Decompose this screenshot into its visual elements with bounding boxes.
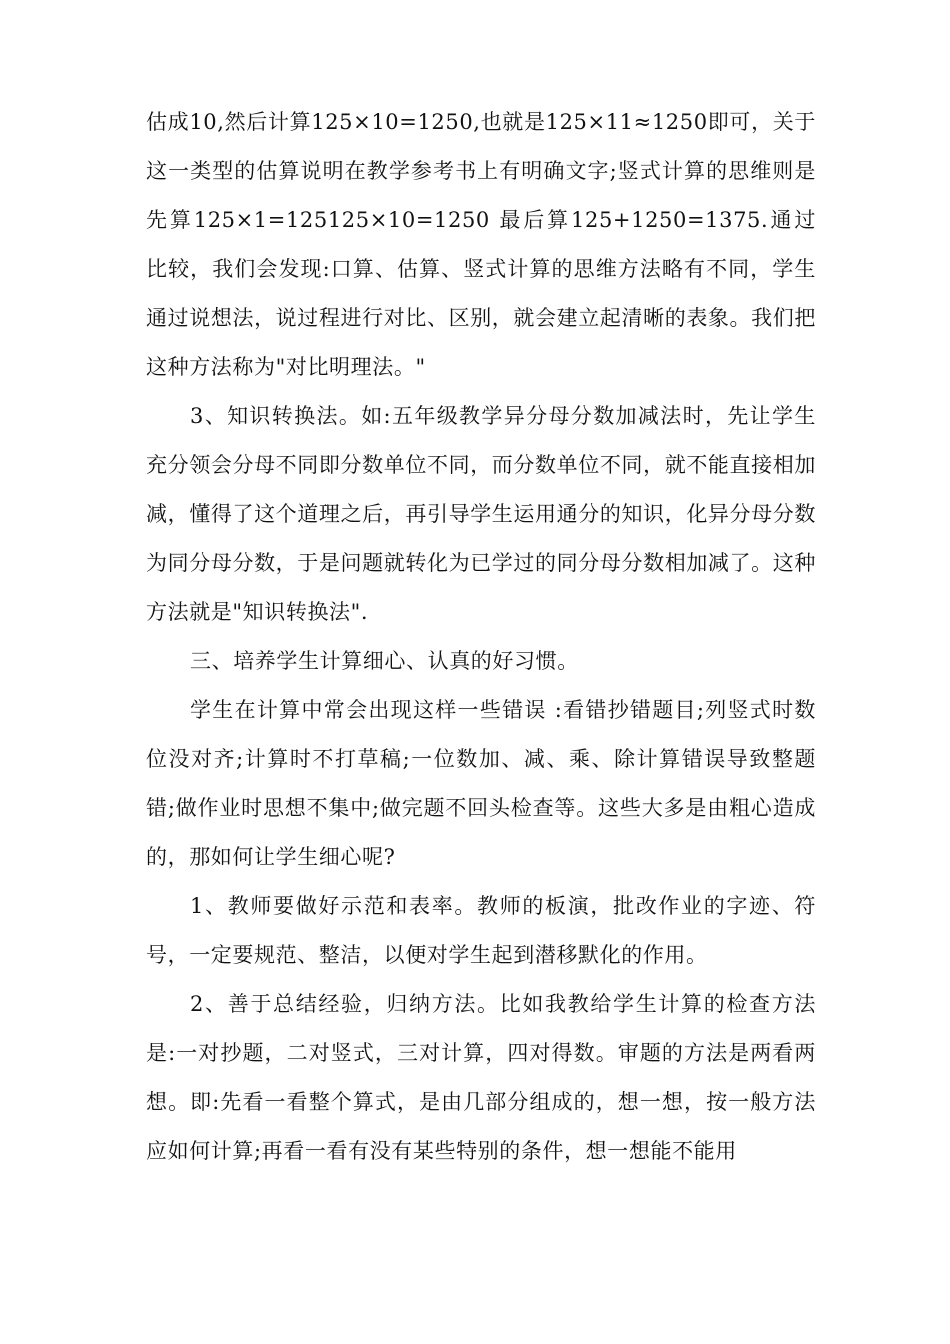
paragraph-teacher-example: 1、教师要做好示范和表率。教师的板演，批改作业的字迹、符号，一定要规范、整洁，以便对学生起到潜移默化的作用。 <box>146 894 816 967</box>
section-heading-careful-habits: 三、培养学生计算细心、认真的好习惯。 <box>190 649 579 673</box>
paragraph-common-errors: 学生在计算中常会出现这样一些错误 :看错抄错题目;列竖式时数位没对齐;计算时不打草稿;一位数加、减、乘、除计算错误导致整题错;做作业时思想不集中;做完题不回头检查等。这些大多是由粗心造成的，那如何让学生细心呢? <box>146 698 816 869</box>
paragraph-summarize-methods: 2、善于总结经验，归纳方法。比如我教给学生计算的检查方法是:一对抄题，二对竖式，三对计算，四对得数。审题的方法是两看两想。即:先看一看整个算式，是由几部分组成的，想一想，按一般方法应如何计算;再看一看有没有某些特别的条件，想一想能不能用 <box>146 992 816 1163</box>
document-body <box>146 98 816 1176</box>
paragraph-comparison-method: 估成10,然后计算125×10=1250,也就是125×11≈1250即可，关于这一类型的估算说明在教学参考书上有明确文字;竖式计算的思维则是先算125×1=125125×10=1250 最后算125+1250=1375.通过比较，我们会发现:口算、估算、竖式计算的思维方法略有不同，学生通过说想法，说过程进行对比、区别，就会建立起清晰的表象。我们把这种方法称为"对比明理法。" <box>146 110 816 379</box>
paragraph-knowledge-conversion: 3、知识转换法。如:五年级教学异分母分数加减法时，先让学生充分领会分母不同即分数单位不同，而分数单位不同，就不能直接相加减，懂得了这个道理之后，再引导学生运用通分的知识，化异分母分数为同分母分数，于是问题就转化为已学过的同分母分数相加减了。这种方法就是"知识转换法". <box>146 404 816 624</box>
